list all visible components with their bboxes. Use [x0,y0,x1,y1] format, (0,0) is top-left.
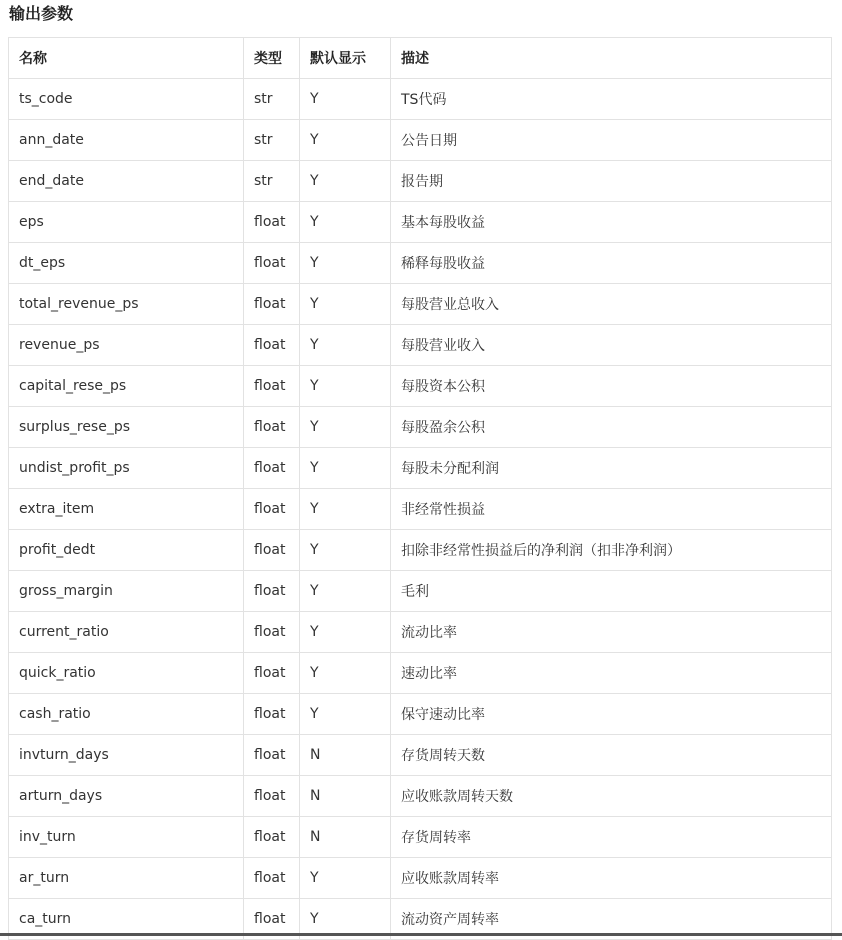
table-row [9,571,832,612]
cell-default-display: Y [300,530,391,571]
table-row [9,817,832,858]
cell-type: str [244,120,300,161]
cell-default-display: Y [300,366,391,407]
table-row [9,161,832,202]
cell-type: float [244,735,300,776]
header-name: 名称 [9,38,244,79]
cell-description: 应收账款周转率 [391,858,832,899]
table-row [9,694,832,735]
cell-name: ts_code [9,79,244,120]
cell-description: 每股资本公积 [391,366,832,407]
cell-description: 公告日期 [391,120,832,161]
cell-description: 速动比率 [391,653,832,694]
cell-name: end_date [9,161,244,202]
table-row [9,448,832,489]
cell-name: profit_dedt [9,530,244,571]
cell-name: gross_margin [9,571,244,612]
cell-description: 每股盈余公积 [391,407,832,448]
cell-name: inv_turn [9,817,244,858]
section-title: 输出参数 [9,4,74,23]
table-row [9,284,832,325]
cell-default-display: Y [300,243,391,284]
cell-default-display: Y [300,899,391,940]
cell-description: 流动比率 [391,612,832,653]
header-description: 描述 [391,38,832,79]
cell-default-display: Y [300,120,391,161]
cell-description: 每股营业收入 [391,325,832,366]
table-row [9,407,832,448]
cell-name: capital_rese_ps [9,366,244,407]
table-row [9,79,832,120]
cell-name: extra_item [9,489,244,530]
table-row [9,120,832,161]
table-row [9,243,832,284]
cell-description: 基本每股收益 [391,202,832,243]
cell-name: arturn_days [9,776,244,817]
cell-type: float [244,817,300,858]
cell-default-display: Y [300,407,391,448]
cell-name: ca_turn [9,899,244,940]
header-type: 类型 [244,38,300,79]
table-row [9,735,832,776]
cell-description: 毛利 [391,571,832,612]
cell-description: 每股营业总收入 [391,284,832,325]
cell-name: eps [9,202,244,243]
cell-description: 报告期 [391,161,832,202]
cell-default-display: Y [300,284,391,325]
table-row [9,612,832,653]
cell-name: total_revenue_ps [9,284,244,325]
cell-name: dt_eps [9,243,244,284]
table-header-row [9,38,832,79]
cell-description: 应收账款周转天数 [391,776,832,817]
cell-type: float [244,653,300,694]
cell-type: float [244,612,300,653]
cell-name: quick_ratio [9,653,244,694]
table-row [9,530,832,571]
output-params-table [8,37,832,940]
cell-default-display: Y [300,653,391,694]
cell-default-display: Y [300,79,391,120]
cell-description: 流动资产周转率 [391,899,832,940]
cell-default-display: Y [300,612,391,653]
cell-type: float [244,448,300,489]
cell-type: float [244,366,300,407]
cell-type: float [244,284,300,325]
cell-type: float [244,243,300,284]
cell-type: float [244,325,300,366]
cell-name: ann_date [9,120,244,161]
cell-name: revenue_ps [9,325,244,366]
cell-description: 保守速动比率 [391,694,832,735]
cell-type: float [244,530,300,571]
cell-type: float [244,202,300,243]
cell-default-display: Y [300,571,391,612]
cell-type: float [244,571,300,612]
cell-type: float [244,694,300,735]
cell-description: TS代码 [391,79,832,120]
cell-name: invturn_days [9,735,244,776]
table-row [9,325,832,366]
cell-default-display: Y [300,325,391,366]
cell-type: float [244,776,300,817]
cell-name: surplus_rese_ps [9,407,244,448]
cell-default-display: N [300,817,391,858]
cell-description: 稀释每股收益 [391,243,832,284]
cell-type: float [244,858,300,899]
table-body [9,79,832,940]
cell-name: undist_profit_ps [9,448,244,489]
cell-type: float [244,899,300,940]
cell-type: str [244,161,300,202]
cell-default-display: N [300,735,391,776]
cell-type: str [244,79,300,120]
table-row [9,776,832,817]
header-default-display: 默认显示 [300,38,391,79]
cell-default-display: Y [300,161,391,202]
cell-description: 每股未分配利润 [391,448,832,489]
table-row [9,858,832,899]
table-row [9,653,832,694]
table-row [9,366,832,407]
cell-default-display: Y [300,202,391,243]
cell-type: float [244,489,300,530]
cell-default-display: Y [300,858,391,899]
cell-description: 扣除非经常性损益后的净利润（扣非净利润） [391,530,832,571]
cell-name: ar_turn [9,858,244,899]
cell-description: 存货周转天数 [391,735,832,776]
cell-description: 非经常性损益 [391,489,832,530]
cell-default-display: Y [300,694,391,735]
table-row [9,202,832,243]
cell-name: cash_ratio [9,694,244,735]
cell-type: float [244,407,300,448]
cell-description: 存货周转率 [391,817,832,858]
cell-default-display: N [300,776,391,817]
cell-default-display: Y [300,448,391,489]
table-row [9,489,832,530]
cell-name: current_ratio [9,612,244,653]
cell-default-display: Y [300,489,391,530]
